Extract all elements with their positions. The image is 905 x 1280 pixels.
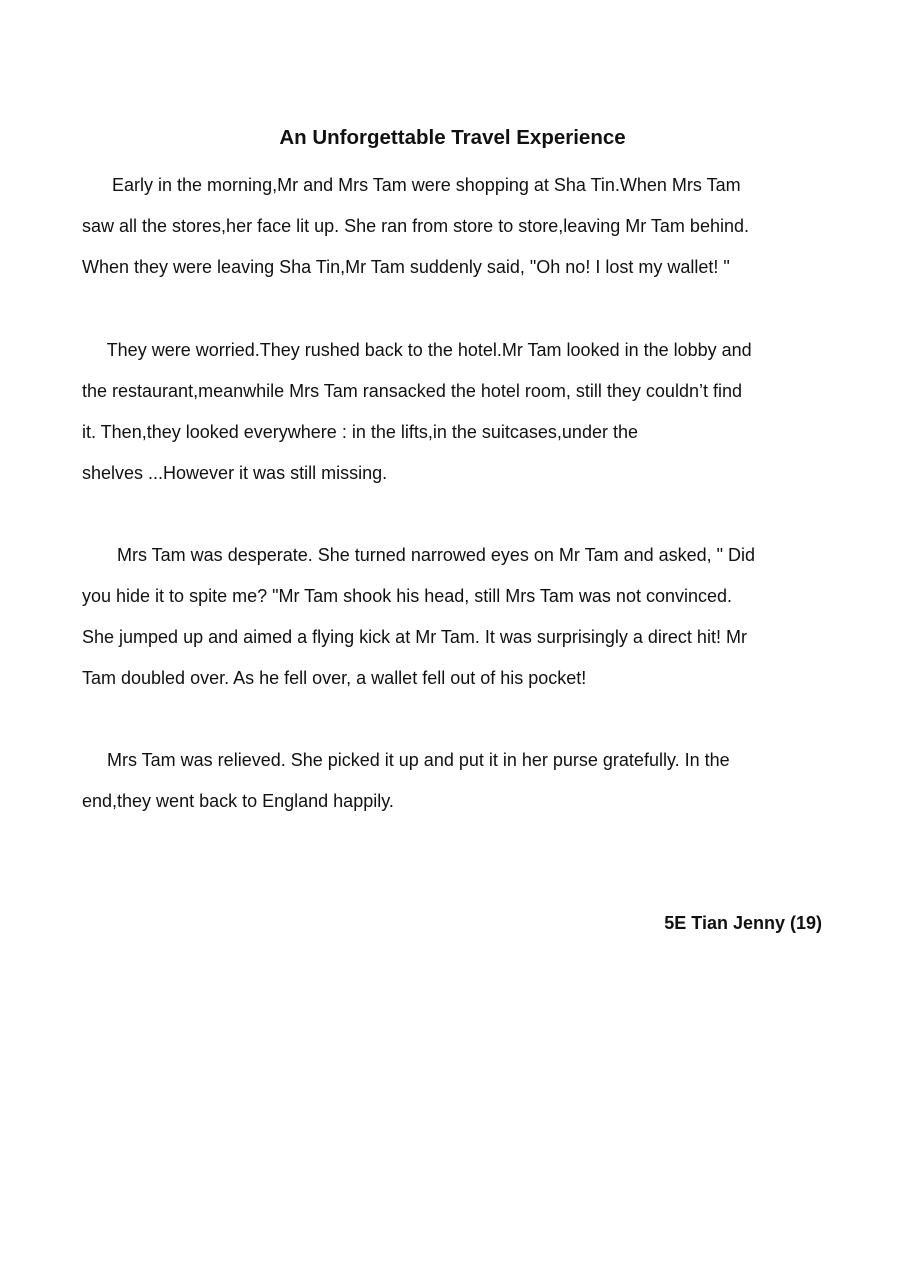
paragraph-3-line-4: Tam doubled over. As he fell over, a wallet fell out of his pocket! (82, 668, 587, 688)
paragraph-1-line-2: saw all the stores,her face lit up. She ran from store to store,leaving Mr Tam behind. (82, 216, 749, 236)
author-signature: 5E Tian Jenny (19) (664, 913, 822, 933)
paragraph-2-line-3: it. Then,they looked everywhere : in the lifts,in the suitcases,under the (82, 422, 638, 442)
paragraph-4-line-2: end,they went back to England happily. (82, 791, 394, 811)
paragraph-2-line-2: the restaurant,meanwhile Mrs Tam ransacked the hotel room, still they couldn’t find (82, 381, 742, 401)
document-title: An Unforgettable Travel Experience (279, 126, 626, 149)
paragraph-1-line-1: Early in the morning,Mr and Mrs Tam were shopping at Sha Tin.When Mrs Tam (82, 175, 741, 195)
paragraph-4-line-1: Mrs Tam was relieved. She picked it up and put it in her purse gratefully. In the (82, 750, 730, 770)
paragraph-1-line-3: When they were leaving Sha Tin,Mr Tam suddenly said, "Oh no! I lost my wallet! " (82, 257, 730, 277)
paragraph-2-line-4: shelves ...However it was still missing. (82, 463, 388, 483)
paragraph-3-line-1: Mrs Tam was desperate. She turned narrowed eyes on Mr Tam and asked, " Did (82, 545, 756, 565)
paragraph-3-line-2: you hide it to spite me? "Mr Tam shook his head, still Mrs Tam was not convinced. (82, 586, 733, 606)
paragraph-2-line-1: They were worried.They rushed back to the hotel.Mr Tam looked in the lobby and (82, 340, 752, 360)
paragraph-3-line-3: She jumped up and aimed a flying kick at Mr Tam. It was surprisingly a direct hit! Mr (82, 627, 747, 647)
